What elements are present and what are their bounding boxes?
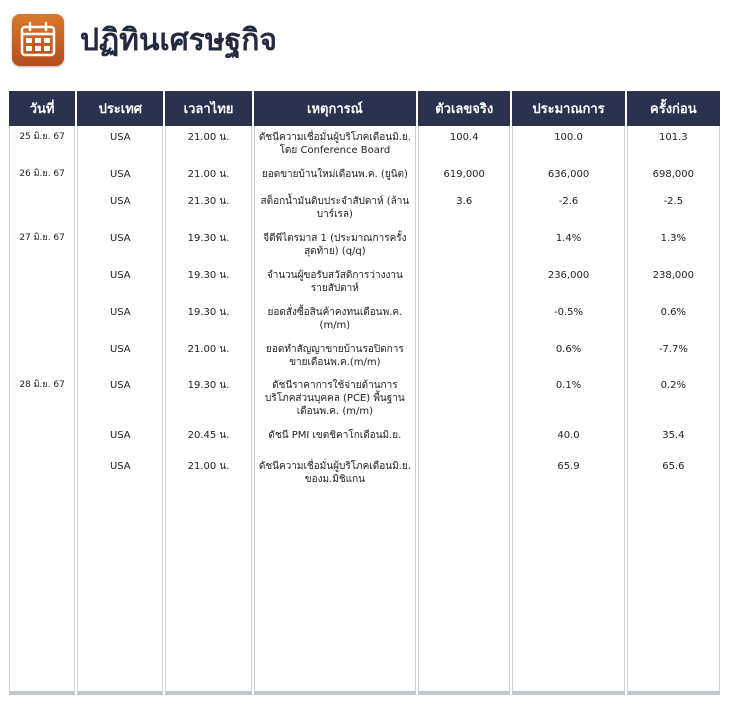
- cell-previous: 698,000: [627, 163, 720, 190]
- cell-country: USA: [77, 190, 163, 227]
- empty-cell: [254, 491, 416, 695]
- cell-forecast: 100.0: [512, 126, 624, 163]
- cell-event: จีดีพีไตรมาส 1 (ประมาณการครั้งสุดท้าย) (q/q): [254, 227, 416, 264]
- cell-event: ยอดขายบ้านใหม่เดือนพ.ค. (ยูนิต): [254, 163, 416, 190]
- cell-date: [9, 424, 75, 455]
- cell-actual: [418, 455, 510, 491]
- cell-country: USA: [77, 424, 163, 455]
- cell-forecast: 0.6%: [512, 338, 624, 374]
- cell-event: ดัชนีความเชื่อมั่นผู้บริโภคเดือนมิ.ย. ของม.มิชิแกน: [254, 455, 416, 491]
- cell-previous: 238,000: [627, 264, 720, 301]
- cell-actual: [418, 301, 510, 338]
- cell-country: USA: [77, 301, 163, 338]
- cell-event: ดัชนีราคาการใช้จ่ายด้านการบริโภคส่วนบุคคล (PCE) พื้นฐานเดือนพ.ค. (m/m): [254, 374, 416, 424]
- cell-previous: 65.6: [627, 455, 720, 491]
- empty-cell: [77, 491, 163, 695]
- table-row: [9, 374, 720, 424]
- cell-forecast: 236,000: [512, 264, 624, 301]
- cell-date: [9, 190, 75, 227]
- cell-time: 21.00 น.: [165, 126, 251, 163]
- cell-event: สต็อกน้ำมันดิบประจำสัปดาห์ (ล้านบาร์เรล): [254, 190, 416, 227]
- header-actual: ตัวเลขจริง: [418, 91, 510, 126]
- cell-country: USA: [77, 126, 163, 163]
- cell-time: 19.30 น.: [165, 227, 251, 264]
- cell-time: 19.30 น.: [165, 374, 251, 424]
- cell-actual: [418, 338, 510, 374]
- cell-previous: 101.3: [627, 126, 720, 163]
- cell-previous: -7.7%: [627, 338, 720, 374]
- header-date: วันที่: [9, 91, 75, 126]
- cell-date: 27 มิ.ย. 67: [9, 227, 75, 264]
- cell-actual: 619,000: [418, 163, 510, 190]
- cell-country: USA: [77, 227, 163, 264]
- cell-forecast: 65.9: [512, 455, 624, 491]
- page-header: [12, 12, 277, 68]
- cell-date: 26 มิ.ย. 67: [9, 163, 75, 190]
- cell-actual: [418, 424, 510, 455]
- cell-date: [9, 455, 75, 491]
- cell-forecast: 40.0: [512, 424, 624, 455]
- cell-time: 21.00 น.: [165, 163, 251, 190]
- header-thai-time: เวลาไทย: [165, 91, 251, 126]
- cell-date: 25 มิ.ย. 67: [9, 126, 75, 163]
- cell-actual: [418, 264, 510, 301]
- table-row: [9, 338, 720, 374]
- cell-previous: 0.6%: [627, 301, 720, 338]
- cell-date: [9, 338, 75, 374]
- cell-event: ยอดสั่งซื้อสินค้าคงทนเดือนพ.ค.(m/m): [254, 301, 416, 338]
- empty-cell: [165, 491, 251, 695]
- cell-actual: [418, 374, 510, 424]
- table-row: [9, 424, 720, 455]
- empty-cell: [9, 491, 75, 695]
- empty-cell: [627, 491, 720, 695]
- cell-date: [9, 264, 75, 301]
- empty-cell: [512, 491, 624, 695]
- table-row: [9, 126, 720, 163]
- cell-event: ยอดทำสัญญาขายบ้านรอปิดการขายเดือนพ.ค.(m/m): [254, 338, 416, 374]
- cell-forecast: -2.6: [512, 190, 624, 227]
- economic-calendar-table: [7, 91, 722, 695]
- cell-country: USA: [77, 455, 163, 491]
- table-row: [9, 455, 720, 491]
- cell-country: USA: [77, 264, 163, 301]
- header-event: เหตุการณ์: [254, 91, 416, 126]
- table-row: [9, 190, 720, 227]
- cell-time: 19.30 น.: [165, 301, 251, 338]
- cell-time: 21.00 น.: [165, 338, 251, 374]
- table-row: [9, 264, 720, 301]
- cell-forecast: -0.5%: [512, 301, 624, 338]
- table-row: [9, 227, 720, 264]
- cell-actual: 100.4: [418, 126, 510, 163]
- cell-forecast: 1.4%: [512, 227, 624, 264]
- cell-time: 21.30 น.: [165, 190, 251, 227]
- header-forecast: ประมาณการ: [512, 91, 624, 126]
- table-header-row: [9, 91, 720, 126]
- cell-actual: 3.6: [418, 190, 510, 227]
- cell-date: 28 มิ.ย. 67: [9, 374, 75, 424]
- cell-forecast: 636,000: [512, 163, 624, 190]
- cell-country: USA: [77, 374, 163, 424]
- cell-country: USA: [77, 163, 163, 190]
- calendar-icon: [12, 14, 64, 66]
- header-previous: ครั้งก่อน: [627, 91, 720, 126]
- table-filler-row: [9, 491, 720, 695]
- cell-forecast: 0.1%: [512, 374, 624, 424]
- cell-country: USA: [77, 338, 163, 374]
- cell-event: ดัชนี PMI เขตชิคาโกเดือนมิ.ย.: [254, 424, 416, 455]
- cell-previous: -2.5: [627, 190, 720, 227]
- empty-cell: [418, 491, 510, 695]
- cell-date: [9, 301, 75, 338]
- page-title: ปฏิทินเศรษฐกิจ: [80, 22, 277, 58]
- cell-actual: [418, 227, 510, 264]
- cell-event: จำนวนผู้ขอรับสวัสดิการว่างงานรายสัปดาห์: [254, 264, 416, 301]
- table-row: [9, 163, 720, 190]
- cell-previous: 0.2%: [627, 374, 720, 424]
- table-row: [9, 301, 720, 338]
- cell-time: 21.00 น.: [165, 455, 251, 491]
- cell-previous: 35.4: [627, 424, 720, 455]
- cell-event: ดัชนีความเชื่อมั่นผู้บริโภคเดือนมิ.ย. โดย Conference Board: [254, 126, 416, 163]
- cell-time: 19.30 น.: [165, 264, 251, 301]
- cell-previous: 1.3%: [627, 227, 720, 264]
- cell-time: 20.45 น.: [165, 424, 251, 455]
- header-country: ประเทศ: [77, 91, 163, 126]
